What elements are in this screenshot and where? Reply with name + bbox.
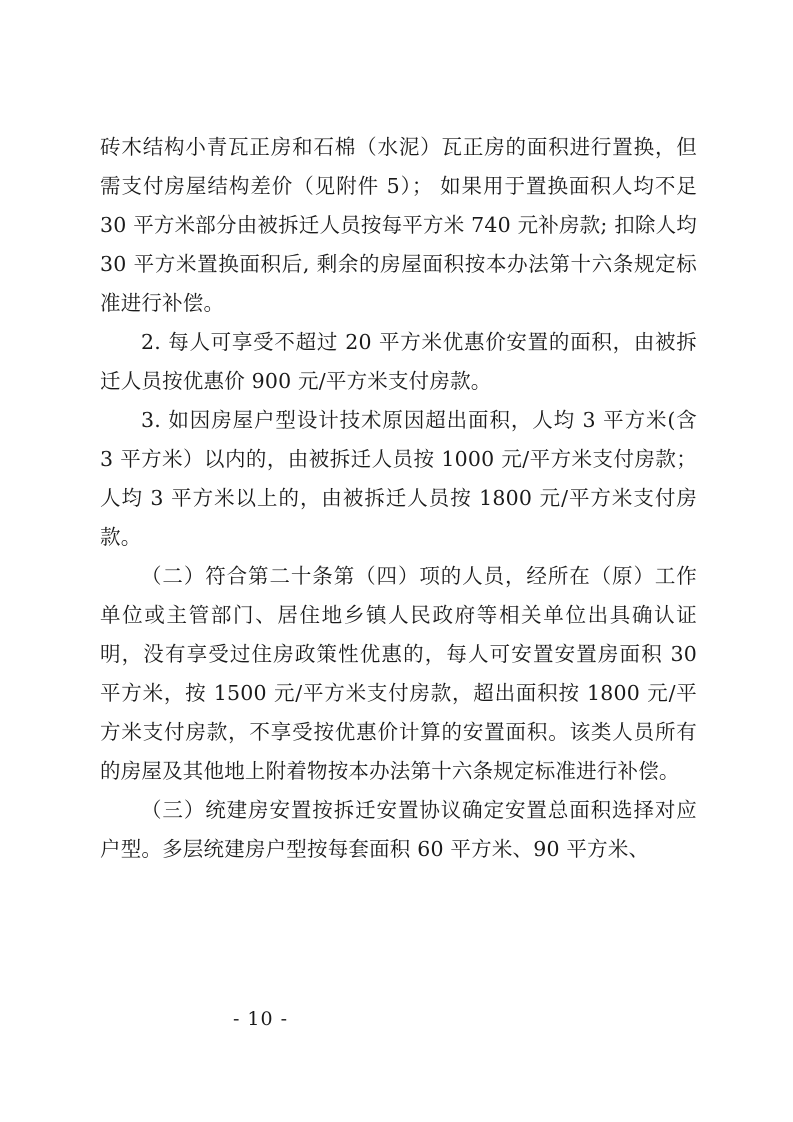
paragraph-section-two: （二）符合第二十条第（四）项的人员，经所在（原）工作单位或主管部门、居住地乡镇人民政府等相关单位出具确认证明，没有享受过住房政策性优惠的，每人可安置安置房面积 30 平方米，按 1500 元/平方米支付房款，超出面积按 1800 元/平方米支付房款，不享受按优惠价计算的安置面积。该类人员所有的房屋及其他地上附着物按本办法第十六条规定标准进行补偿。 bbox=[100, 564, 697, 783]
paragraph-continuation: 砖木结构小青瓦正房和石棉（水泥）瓦正房的面积进行置换，但需支付房屋结构差价（见附件 5）； 如果用于置换面积人均不足 30 平方米部分由被拆迁人员按每平方米 740 元补房款; 扣除人均 30 平方米置换面积后, 剩余的房屋面积按本办法第十六条规定标准进行补偿。 bbox=[100, 135, 697, 315]
page-number-text: - 10 - bbox=[232, 1008, 289, 1030]
paragraph-section-three: （三）统建房安置按拆迁安置协议确定安置总面积选择对应户型。多层统建房户型按每套面积 60 平方米、90 平方米、 bbox=[100, 798, 697, 861]
page-number bbox=[0, 1008, 793, 1030]
paragraph-item-3: 3. 如因房屋户型设计技术原因超出面积，人均 3 平方米(含 3 平方米）以内的，由被拆迁人员按 1000 元/平方米支付房款；人均 3 平方米以上的，由被拆迁人员按 1800 元/平方米支付房款。 bbox=[100, 408, 697, 549]
document-body bbox=[100, 128, 697, 869]
paragraph-item-2: 2. 每人可享受不超过 20 平方米优惠价安置的面积，由被拆迁人员按优惠价 900 元/平方米支付房款。 bbox=[100, 330, 697, 393]
